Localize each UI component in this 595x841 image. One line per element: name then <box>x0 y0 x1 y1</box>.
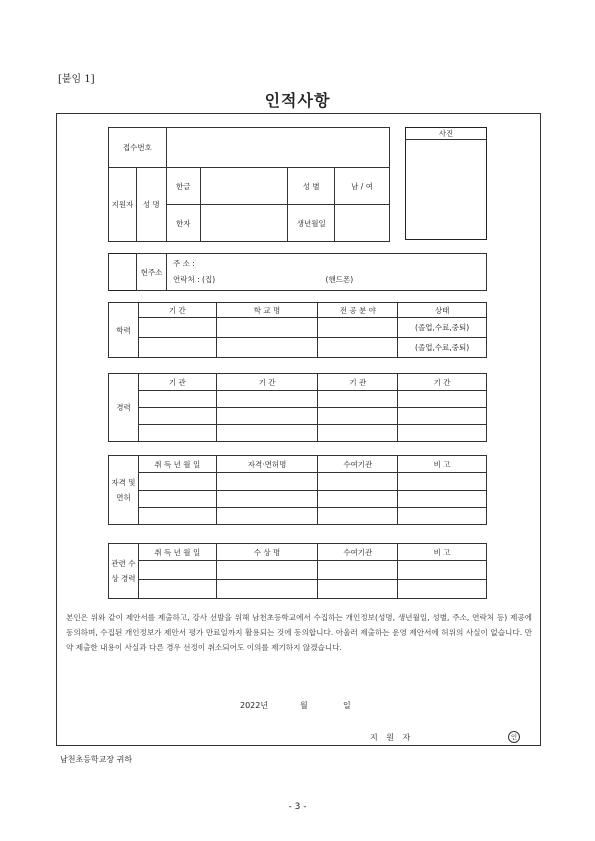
license-cell[interactable] <box>138 490 216 507</box>
name-label: 성 명 <box>136 168 166 242</box>
license-cell[interactable] <box>138 507 216 524</box>
education-cell[interactable] <box>138 318 216 338</box>
education-section-label: 학력 <box>109 303 139 358</box>
education-cell[interactable] <box>216 338 318 358</box>
birth-label: 생년월일 <box>288 205 335 242</box>
license-cell[interactable] <box>398 507 487 524</box>
licenses-header-note: 비 고 <box>398 456 487 473</box>
hanja-label: 한자 <box>166 205 200 242</box>
education-header-status: 상태 <box>398 303 487 318</box>
date-year: 2022년 <box>240 701 269 710</box>
licenses-header-issuer: 수여기관 <box>318 456 398 473</box>
award-cell[interactable] <box>398 580 487 599</box>
awards-header-note: 비 고 <box>398 544 487 561</box>
address-spacer <box>109 254 137 291</box>
career-cell[interactable] <box>398 408 487 425</box>
addressee: 남천초등학교장 귀하 <box>60 755 133 764</box>
career-table <box>108 373 487 442</box>
career-header-period: 기 간 <box>398 374 487 391</box>
award-cell[interactable] <box>138 580 216 599</box>
career-section-label: 경력 <box>109 374 139 442</box>
education-status-cell[interactable]: (졸업,수료,중퇴) <box>398 318 487 338</box>
career-cell[interactable] <box>138 425 216 442</box>
career-header-period: 기 간 <box>216 374 318 391</box>
license-cell[interactable] <box>398 490 487 507</box>
career-cell[interactable] <box>216 408 318 425</box>
applicant-signature-label: 지 원 자 <box>370 733 414 742</box>
date-month: 월 <box>300 701 308 710</box>
hanja-name-field[interactable] <box>200 205 288 242</box>
career-cell[interactable] <box>138 408 216 425</box>
date-day: 일 <box>343 701 351 710</box>
license-cell[interactable] <box>216 507 318 524</box>
awards-header-issuer: 수여기관 <box>318 544 398 561</box>
career-header-org: 기 관 <box>138 374 216 391</box>
career-cell[interactable] <box>216 391 318 408</box>
license-cell[interactable] <box>318 473 398 490</box>
address-table <box>108 253 487 291</box>
award-cell[interactable] <box>318 561 398 580</box>
education-cell[interactable] <box>318 318 398 338</box>
education-cell[interactable] <box>318 338 398 358</box>
award-cell[interactable] <box>398 561 487 580</box>
education-cell[interactable] <box>138 338 216 358</box>
career-cell[interactable] <box>216 425 318 442</box>
photo-box <box>405 127 487 240</box>
education-header-major: 전 공 분 야 <box>318 303 398 318</box>
attachment-label: [붙임 1] <box>58 74 95 85</box>
receipt-no-field[interactable] <box>166 128 389 168</box>
mobile-label: (핸드폰) <box>325 275 354 284</box>
consent-statement: 본인은 위와 같이 제안서를 제출하고, 강사 선발을 위해 남천초등학교에서 수집하는 개인정보(성명, 생년월일, 성별, 주소, 연락처 등) 제공에 동의하며, 수집된 개인정보가 제안서 평가 만료일까지 활용되는 것에 동의합니다. 아울러 제출하는 운영 제안서에 허위의 사실이 없습니다. 만약 제출한 내용이 사실과 다른 경우 선정이 취소되어도 이의를 제기하지 않겠습니다. <box>66 613 532 652</box>
license-cell[interactable] <box>138 473 216 490</box>
page-title: 인적사항 <box>264 91 331 110</box>
career-cell[interactable] <box>318 408 398 425</box>
award-cell[interactable] <box>318 580 398 599</box>
career-cell[interactable] <box>398 391 487 408</box>
hangul-name-field[interactable] <box>200 168 288 205</box>
career-cell[interactable] <box>398 425 487 442</box>
licenses-header-date: 취 득 년 월 일 <box>138 456 216 473</box>
address-field[interactable] <box>167 254 487 291</box>
gender-value[interactable]: 남 / 여 <box>335 168 390 205</box>
awards-header-name: 수 상 명 <box>216 544 318 561</box>
licenses-section-label: 자격 및 면허 <box>109 456 139 525</box>
licenses-header-name: 자격·면허명 <box>216 456 318 473</box>
career-cell[interactable] <box>318 425 398 442</box>
page-number: - 3 - <box>288 802 307 812</box>
licenses-table <box>108 455 487 525</box>
contact-line <box>173 272 486 288</box>
career-cell[interactable] <box>318 391 398 408</box>
gender-label: 성 별 <box>288 168 335 205</box>
receipt-no-label: 접수번호 <box>109 128 167 168</box>
award-cell[interactable] <box>138 561 216 580</box>
applicant-label: 지원자 <box>109 168 137 242</box>
license-cell[interactable] <box>318 507 398 524</box>
awards-section-label: 관련 수상 경력 <box>109 544 139 599</box>
education-cell[interactable] <box>216 318 318 338</box>
hangul-label: 한글 <box>166 168 200 205</box>
personal-info-table <box>108 127 390 242</box>
residence-label: 현주소 <box>137 254 167 291</box>
license-cell[interactable] <box>318 490 398 507</box>
awards-table <box>108 543 487 599</box>
birth-field[interactable] <box>335 205 390 242</box>
home-phone-label: 연락처 : (집) <box>173 275 216 284</box>
career-cell[interactable] <box>138 391 216 408</box>
award-cell[interactable] <box>216 561 318 580</box>
license-cell[interactable] <box>216 490 318 507</box>
address-label: 주 소 : <box>173 259 195 268</box>
license-cell[interactable] <box>398 473 487 490</box>
career-header-org: 기 관 <box>318 374 398 391</box>
education-table <box>108 302 487 358</box>
license-cell[interactable] <box>216 473 318 490</box>
education-header-school: 학 교 명 <box>216 303 318 318</box>
award-cell[interactable] <box>216 580 318 599</box>
seal-mark: 인 <box>508 731 520 743</box>
photo-label: 사진 <box>406 128 486 140</box>
awards-header-date: 취 득 년 월 일 <box>138 544 216 561</box>
education-header-period: 기 간 <box>138 303 216 318</box>
education-status-cell[interactable]: (졸업,수료,중퇴) <box>398 338 487 358</box>
